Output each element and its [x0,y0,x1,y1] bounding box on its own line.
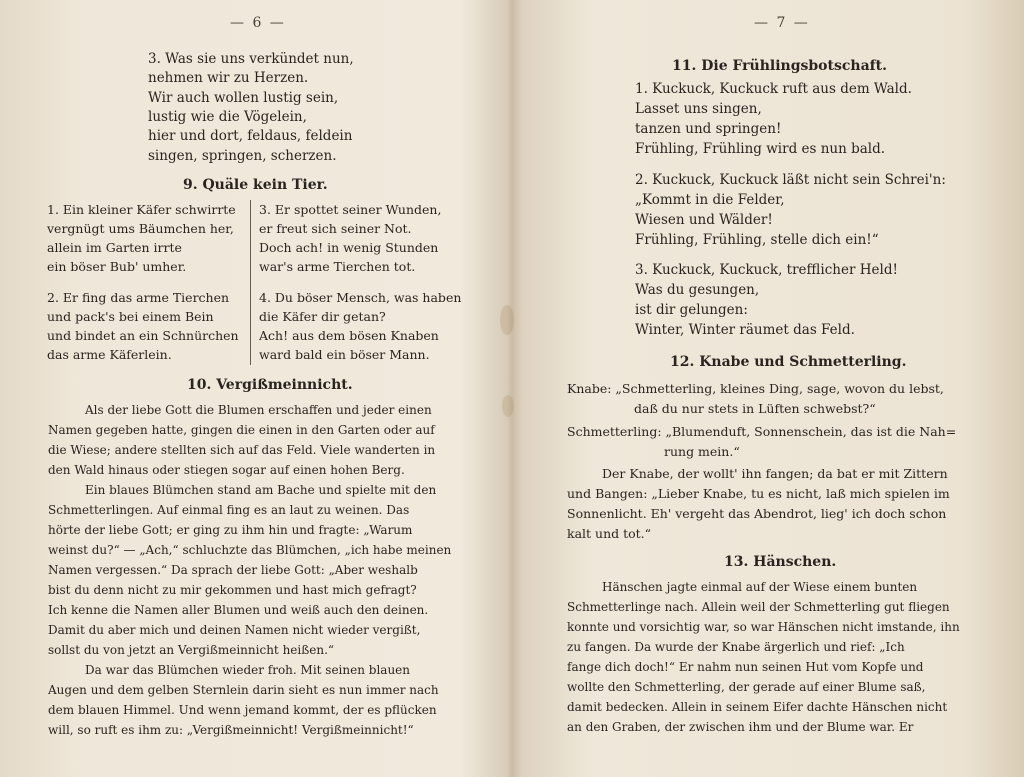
text-line: dem blauen Himmel. Und wenn jemand kommt, der es pflücken [48,703,437,717]
text-line: Schmetterlinge nach. Allein weil der Schmetterling gut fliegen [567,600,950,614]
text-line: fange dich doch!“ Er nahm nun seinen Hut vom Kopfe und [567,660,924,674]
story-title: 13. Hänschen. [724,554,837,570]
poem-line: ein böser Bub' umher. [47,259,187,274]
text-line: Schmetterlingen. Auf einmal fing es an laut zu weinen. Das [48,503,410,517]
left-page [0,0,505,777]
text-line: will, so ruft es ihm zu: „Vergißmeinnicht! Vergißmeinnicht!“ [48,723,414,737]
poem-line: tanzen und springen! [635,121,782,137]
poem-line: und pack's bei einem Bein [47,309,214,324]
text-line: die Wiese; andere stellten sich auf das Feld. Viele wanderten in [48,443,436,457]
stanza-line: nehmen wir zu Herzen. [148,70,309,86]
text-line: Augen und dem gelben Sternlein darin sieht es nun immer nach [48,683,439,697]
text-line: den Wald hinaus oder stiegen sogar auf einen hohen Berg. [48,463,405,477]
right-page [512,0,1024,777]
text-line: Da war das Blümchen wieder froh. Mit seinen blauen [85,663,411,677]
poem-line: 3. Kuckuck, Kuckuck, trefflicher Held! [635,262,898,278]
poem-line: „Kommt in die Felder, [635,192,785,208]
text-line: bist du denn nicht zu mir gekommen und hast mich gefragt? [48,583,417,597]
text-line: Namen vergessen.“ Da sprach der liebe Gott: „Aber weshalb [48,563,418,577]
story-title: 12. Knabe und Schmetterling. [670,354,907,370]
page-number: — 6 — [230,15,286,31]
text-line: Schmetterling: „Blumenduft, Sonnenschein, das ist die Nah= [567,424,957,439]
poem-line: Lasset uns singen, [635,101,762,117]
page-number: — 7 — [754,15,810,31]
poem-line: 3. Er spottet seiner Wunden, [259,202,442,217]
poem-line: Wiesen und Wälder! [635,212,773,228]
poem-line: 2. Er fing das arme Tierchen [47,290,230,305]
story-title: 10. Vergißmeinnicht. [187,377,353,393]
text-line: konnte und vorsichtig war, so war Hänschen nicht imstande, ihn [567,620,960,634]
stanza-line: singen, springen, scherzen. [148,148,337,164]
text-line: Namen gegeben hatte, gingen die einen in den Garten oder auf [48,423,435,437]
poem-line: Doch ach! in wenig Stunden [259,240,439,255]
poem-title: 11. Die Frühlingsbotschaft. [672,58,887,74]
text-line: Als der liebe Gott die Blumen erschaffen und jeder einen [85,403,432,417]
text-line: Der Knabe, der wollt' ihn fangen; da bat er mit Zittern [602,466,948,481]
stanza-line: 3. Was sie uns verkündet nun, [148,51,354,67]
poem-line: Frühling, Frühling wird es nun bald. [635,141,886,157]
text-line: Ich kenne die Namen aller Blumen und weiß auch den deinen. [48,603,429,617]
text-line: daß du nur stets in Lüften schwebst?“ [634,401,876,416]
text-line: rung mein.“ [664,444,740,459]
text-line: zu fangen. Da wurde der Knabe ärgerlich und rief: „Ich [567,640,905,654]
poem-line: 4. Du böser Mensch, was haben [259,290,462,305]
stanza-line: hier und dort, feldaus, feldein [148,128,353,144]
poem-line: Frühling, Frühling, stelle dich ein!“ [635,232,879,248]
text-line: sollst du von jetzt an Vergißmeinnicht heißen.“ [48,643,335,657]
text-line: an den Graben, der zwischen ihm und der Blume war. Er [567,720,914,734]
poem-line: die Käfer dir getan? [259,309,386,324]
poem-line: allein im Garten irrte [47,240,182,255]
poem-line: 1. Kuckuck, Kuckuck ruft aus dem Wald. [635,81,912,97]
poem-line: war's arme Tierchen tot. [259,259,416,274]
poem-line: ist dir gelungen: [635,302,748,318]
stanza-line: lustig wie die Vögelein, [148,109,307,125]
poem-line: vergnügt ums Bäumchen her, [47,221,234,236]
text-line: und Bangen: „Lieber Knabe, tu es nicht, laß mich spielen im [567,486,950,501]
text-line: wollte den Schmetterling, der gerade auf einer Blume saß, [567,680,926,694]
column-divider [250,200,251,365]
poem-line: ward bald ein böser Mann. [259,347,430,362]
text-line: Sonnenlicht. Eh' vergeht das Abendrot, lieg' ich doch schon [567,506,947,521]
poem-line: und bindet an ein Schnürchen [47,328,239,343]
poem-line: Winter, Winter räumet das Feld. [635,322,855,338]
poem-title: 9. Quäle kein Tier. [183,177,328,193]
poem-line: das arme Käferlein. [47,347,172,362]
text-line: weinst du?“ — „Ach,“ schluchzte das Blümchen, „ich habe meinen [48,543,452,557]
text-line: Damit du aber mich und deinen Namen nicht wieder vergißt, [48,623,421,637]
text-line: hörte der liebe Gott; er ging zu ihm hin und fragte: „Warum [48,523,413,537]
text-line: kalt und tot.“ [567,526,652,541]
text-line: damit bedecken. Allein in seinem Eifer dachte Hänschen nicht [567,700,948,714]
poem-line: er freut sich seiner Not. [259,221,412,236]
poem-line: 1. Ein kleiner Käfer schwirrte [47,202,236,217]
text-line: Knabe: „Schmetterling, kleines Ding, sage, wovon du lebst, [567,381,944,396]
stanza-line: Wir auch wollen lustig sein, [148,90,339,106]
poem-line: Ach! aus dem bösen Knaben [259,328,439,343]
poem-line: 2. Kuckuck, Kuckuck läßt nicht sein Schrei'n: [635,172,946,188]
text-line: Hänschen jagte einmal auf der Wiese einem bunten [602,580,918,594]
poem-line: Was du gesungen, [635,282,760,298]
text-line: Ein blaues Blümchen stand am Bache und spielte mit den [85,483,437,497]
